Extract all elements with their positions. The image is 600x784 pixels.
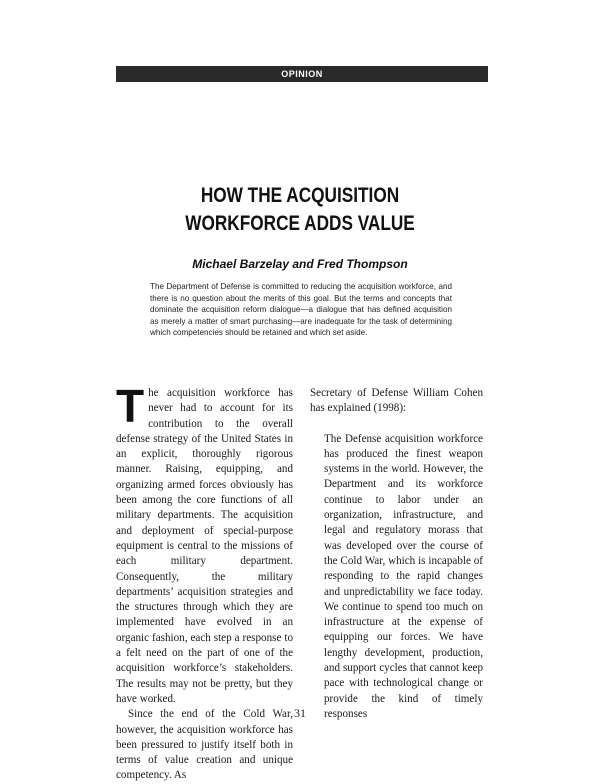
article-authors: Michael Barzelay and Fred Thompson — [192, 257, 408, 271]
body-paragraph: Secretary of Defense William Cohen has explained (1998): — [310, 387, 483, 415]
body-paragraph — [116, 380, 293, 707]
body-column-right — [310, 386, 483, 722]
page-number: 31 — [294, 706, 306, 720]
article-title-line: WORKFORCE ADDS VALUE — [185, 212, 415, 235]
paragraph-text: he acquisition workforce has never had to account for its contribution to the overall defense strategy of the United States in an explicit, thoroughly rigorous manner. Raising, equipping, and organizing armed forces obviously has been among the core functions of all military departments. The acquisition and deployment of special-purpose equipment is central to the missions of each military department. Consequently, the military departments’ acquisition strategies and the structures through which they are implemented have evolved in an organic fashion, each step a response to a felt need on the part of one of the acquisition workforce’s stakeholders. The results may not be pretty, but they have worked. — [116, 387, 293, 705]
article-abstract: The Department of Defense is committed to reducing the acquisition workforce, and there is no question about the merits of this goal. But the terms and concepts that dominate the acquisition reform dialogue—a dialogue that has defined acquisition as merely a matter of smart purchasing—are inadequate for the task of determining which competencies should be retained and which set aside. — [150, 282, 452, 338]
block-quote: The Defense acquisition workforce has produced the finest weapon systems in the world. However, the Department and its workforce continue to labor under an organization, infrastructure, and legal and regulatory morass that was developed over the course of the Cold War, which is incapable of responding to the rapid changes and unpredictability we face today. We continue to spend too much on infrastructure at the expense of equipping our forces. We have lengthy development, production, and support cycles that cannot keep pace with technological change or provide the kind of timely responses — [324, 432, 483, 720]
article-title — [103, 182, 497, 238]
drop-cap: T — [116, 380, 145, 432]
section-label-bar: OPINION — [116, 66, 488, 82]
body-column-left — [116, 380, 293, 784]
article-title-line: HOW THE ACQUISITION — [200, 184, 400, 207]
body-paragraph: Since the end of the Cold War, however, the acquisition workforce has been pressured to justify itself both in terms of value creation and unique competency. As — [116, 708, 293, 782]
